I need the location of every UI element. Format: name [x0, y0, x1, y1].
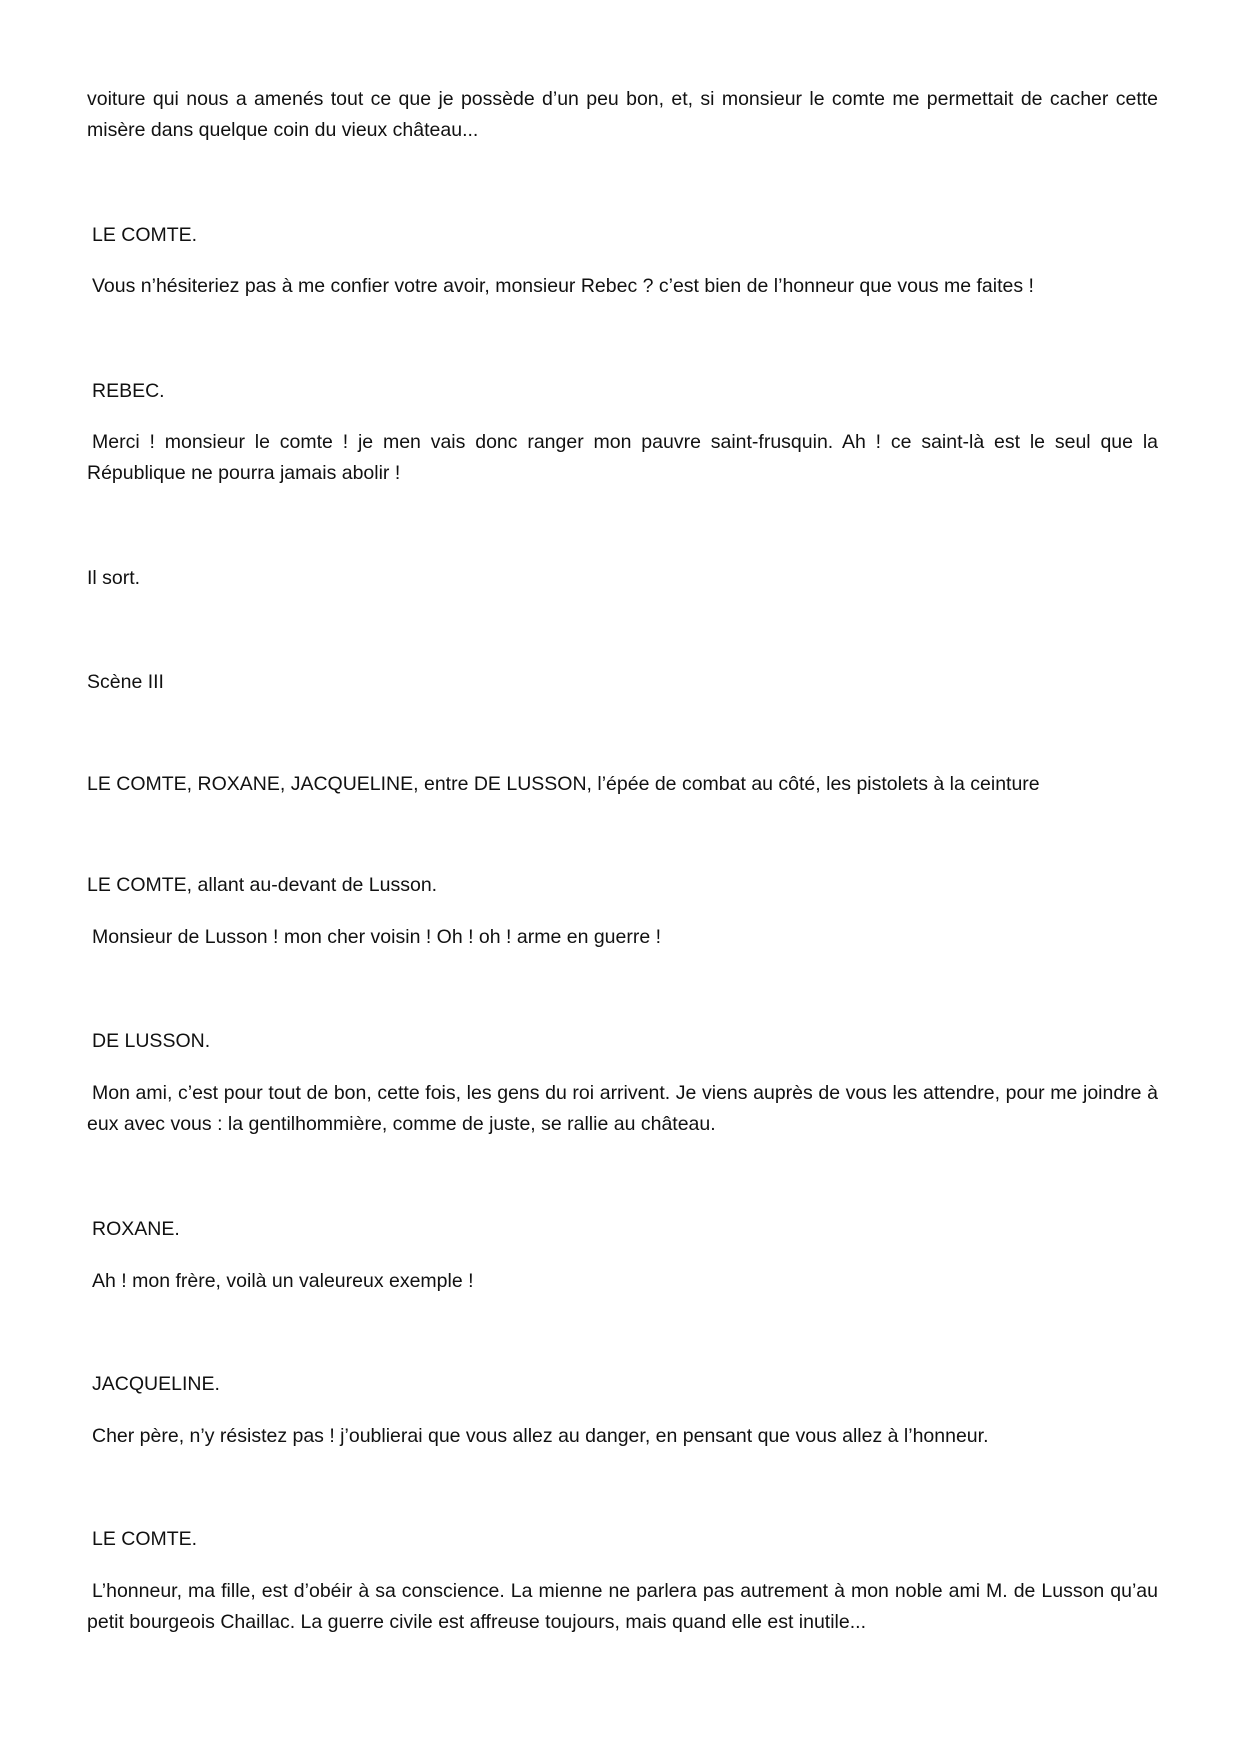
- paragraph-continuation: voiture qui nous a amenés tout ce que je possède d’un peu bon, et, si monsieur le comte me permettait de cacher cette misère dans quelque coin du vieux château...: [87, 88, 1158, 141]
- speaker-le-comte: LE COMTE.: [92, 224, 198, 246]
- speaker-le-comte-3: LE COMTE.: [92, 1528, 198, 1550]
- speech-rebec: Merci ! monsieur le comte ! je men vais donc ranger mon pauvre saint-frusquin. Ah ! ce saint-là est le seul que la République ne pourra jamais abolir !: [87, 431, 1158, 484]
- scene-heading: Scène III: [87, 671, 164, 693]
- speaker-jacqueline: JACQUELINE.: [92, 1373, 220, 1395]
- speech-le-comte-3: L’honneur, ma fille, est d’obéir à sa conscience. La mienne ne parlera pas autrement à mon noble ami M. de Lusson qu’au petit bourgeois Chaillac. La guerre civile est affreuse toujours, mais quand elle est inutile...: [87, 1580, 1158, 1633]
- speaker-roxane: ROXANE.: [92, 1218, 180, 1240]
- speech-jacqueline: Cher père, n’y résistez pas ! j’oublierai que vous allez au danger, en pensant que vous allez à l’honneur.: [92, 1425, 989, 1447]
- speech-le-comte-2: Monsieur de Lusson ! mon cher voisin ! Oh ! oh ! arme en guerre !: [92, 926, 662, 948]
- speaker-le-comte-2: LE COMTE, allant au-devant de Lusson.: [87, 874, 438, 896]
- speaker-de-lusson: DE LUSSON.: [92, 1030, 211, 1052]
- speech-le-comte: Vous n’hésiteriez pas à me confier votre avoir, monsieur Rebec ? c’est bien de l’honneur que vous me faites !: [92, 275, 1034, 297]
- speech-de-lusson: Mon ami, c’est pour tout de bon, cette fois, les gens du roi arrivent. Je viens auprès de vous les attendre, pour me joindre à eux avec vous : la gentilhommière, comme de juste, se rallie au château.: [87, 1082, 1158, 1135]
- speaker-rebec: REBEC.: [92, 380, 165, 402]
- speech-roxane: Ah ! mon frère, voilà un valeureux exemple !: [92, 1270, 474, 1292]
- stage-direction-characters: LE COMTE, ROXANE, JACQUELINE, entre DE LUSSON, l’épée de combat au côté, les pistolets à la ceinture: [87, 773, 1040, 795]
- stage-direction-exit: Il sort.: [87, 567, 141, 589]
